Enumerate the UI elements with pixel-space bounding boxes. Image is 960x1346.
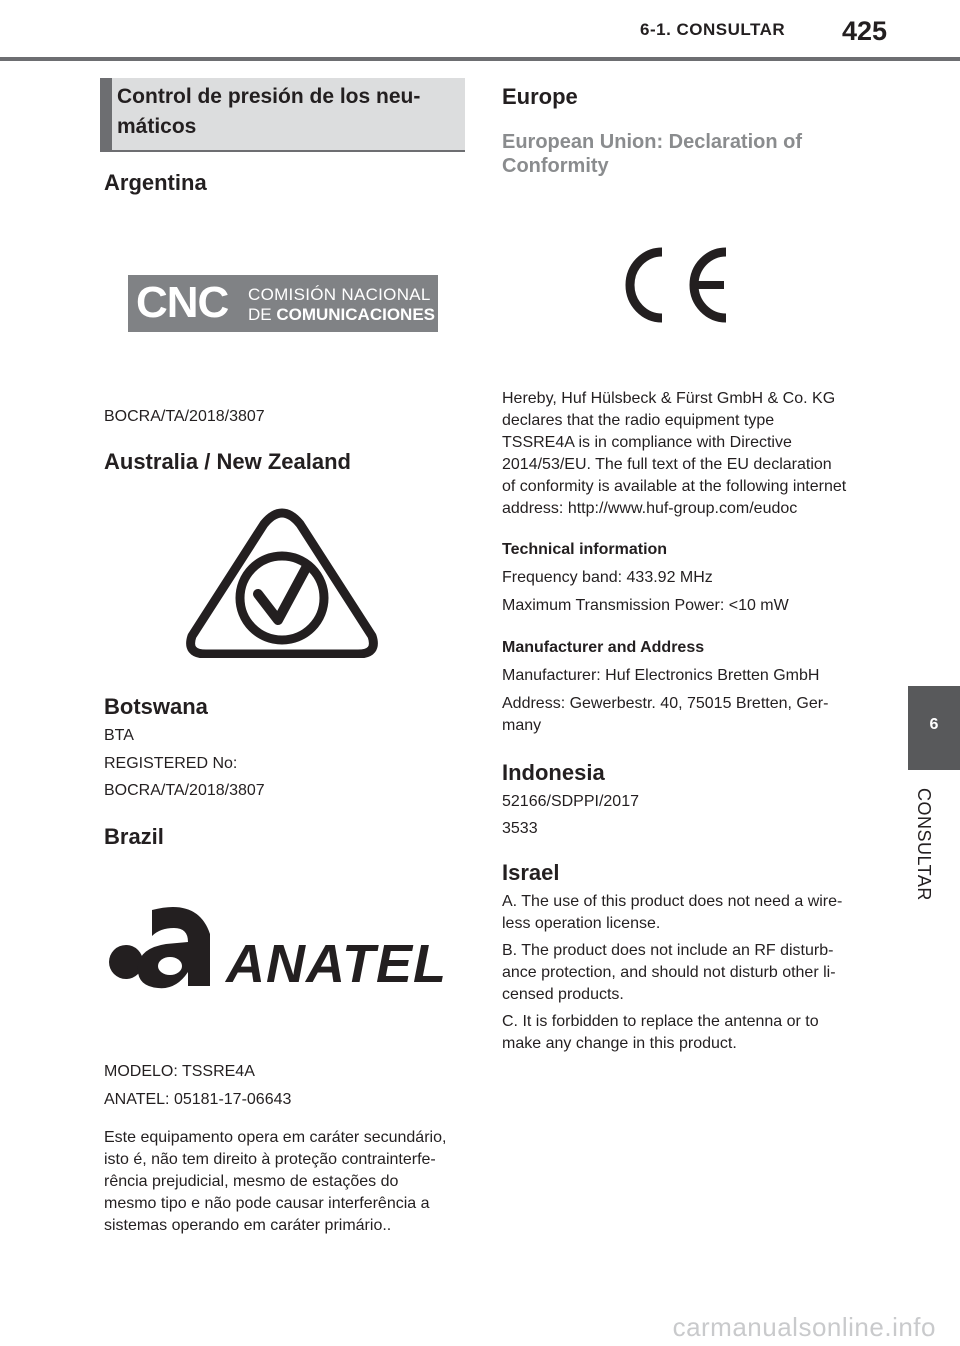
brazil-modelo: MODELO: TSSRE4A xyxy=(104,1063,255,1080)
manufacturer-address xyxy=(502,693,828,737)
brazil-paragraph-line: mesmo tipo e não pode causar interferência a xyxy=(104,1195,430,1212)
argentina-code: BOCRA/TA/2018/3807 xyxy=(104,408,265,425)
section-title-bar xyxy=(100,78,112,150)
cnc-logo-line-2-bold: COMUNICACIONES xyxy=(276,305,436,324)
indonesia-line-2: 3533 xyxy=(502,820,538,837)
chapter-tab-label: CONSULTAR xyxy=(914,788,934,901)
israel-clause-c-line: make any change in this product. xyxy=(502,1035,737,1052)
botswana-line-2: REGISTERED No: xyxy=(104,755,238,772)
technical-info-heading: Technical information xyxy=(502,541,668,558)
europe-paragraph-line: address: http://www.huf-group.com/eudoc xyxy=(502,500,798,517)
heading-europe: Europe xyxy=(502,84,578,109)
heading-australia: Australia / New Zealand xyxy=(104,449,351,474)
cnc-logo xyxy=(128,275,438,332)
heading-israel: Israel xyxy=(502,860,560,885)
watermark: carmanualsonline.info xyxy=(672,1312,936,1342)
cnc-logo-letters: CNC xyxy=(136,278,229,327)
cnc-logo-line-2 xyxy=(248,305,435,324)
brazil-paragraph-line: Este equipamento opera em caráter secundário, xyxy=(104,1129,447,1146)
israel-clause-c xyxy=(502,1011,819,1055)
europe-subheading xyxy=(502,130,802,178)
heading-indonesia: Indonesia xyxy=(502,760,605,785)
europe-paragraph-line: 2014/53/EU. The full text of the EU declaration xyxy=(502,456,832,473)
anatel-symbol-icon xyxy=(108,902,218,992)
brazil-paragraph xyxy=(104,1127,446,1237)
israel-clause-b-line: censed products. xyxy=(502,986,624,1003)
manufacturer-name: Manufacturer: Huf Electronics Bretten GmbH xyxy=(502,667,820,684)
rcm-mark-icon xyxy=(182,508,382,658)
israel-clause-a-line: less operation license. xyxy=(502,915,661,932)
anatel-logo-text: ANATEL xyxy=(226,934,447,994)
heading-botswana: Botswana xyxy=(104,694,208,719)
botswana-line-3: BOCRA/TA/2018/3807 xyxy=(104,782,265,799)
botswana-line-1: BTA xyxy=(104,727,134,744)
chapter-tab-number: 6 xyxy=(929,716,939,733)
section-title xyxy=(117,82,457,142)
israel-clause-b xyxy=(502,940,836,1006)
israel-clause-b-line: B. The product does not include an RF disturb- xyxy=(502,942,834,959)
section-title-line-1: Control de presión de los neu- xyxy=(117,85,421,108)
anatel-logo xyxy=(108,902,448,994)
brazil-paragraph-line: rência prejudicial, mesmo de estações do xyxy=(104,1173,399,1190)
europe-paragraph-line: Hereby, Huf Hülsbeck & Fürst GmbH & Co. KG xyxy=(502,390,836,407)
israel-clause-a-line: A. The use of this product does not need a wire- xyxy=(502,893,843,910)
europe-paragraph-line: of conformity is available at the following internet xyxy=(502,478,847,495)
brazil-paragraph-line: isto é, não tem direito à proteção contrainterfe- xyxy=(104,1151,436,1168)
israel-clause-c-line: C. It is forbidden to replace the antenna or to xyxy=(502,1013,819,1030)
manufacturer-address-line: many xyxy=(502,717,542,734)
heading-argentina: Argentina xyxy=(104,170,207,195)
cnc-logo-line-1: COMISIÓN NACIONAL xyxy=(248,285,431,304)
europe-paragraph-line: declares that the radio equipment type xyxy=(502,412,775,429)
page-number: 425 xyxy=(842,16,888,46)
transmission-power: Maximum Transmission Power: <10 mW xyxy=(502,597,789,614)
europe-subheading-line-1: European Union: Declaration of xyxy=(502,131,803,153)
israel-clause-a xyxy=(502,891,842,935)
section-title-line-2: máticos xyxy=(117,115,197,138)
indonesia-line-1: 52166/SDPPI/2017 xyxy=(502,793,639,810)
europe-paragraph xyxy=(502,388,846,520)
europe-paragraph-line: TSSRE4A is in compliance with Directive xyxy=(502,434,792,451)
section-header: 6-1. CONSULTAR xyxy=(640,20,786,39)
manufacturer-heading: Manufacturer and Address xyxy=(502,639,705,656)
frequency-band: Frequency band: 433.92 MHz xyxy=(502,569,713,586)
brazil-paragraph-line: sistemas operando em caráter primário.. xyxy=(104,1217,392,1234)
header-rule xyxy=(0,57,960,61)
israel-clause-b-line: ance protection, and should not disturb other li- xyxy=(502,964,836,981)
brazil-anatel-code: ANATEL: 05181-17-06643 xyxy=(104,1091,292,1108)
heading-brazil: Brazil xyxy=(104,824,164,849)
manufacturer-address-line: Address: Gewerbestr. 40, 75015 Bretten, Ger- xyxy=(502,695,829,712)
cnc-logo-line-2-prefix: DE xyxy=(248,305,277,324)
europe-subheading-line-2: Conformity xyxy=(502,155,609,177)
ce-mark-icon xyxy=(624,244,734,326)
